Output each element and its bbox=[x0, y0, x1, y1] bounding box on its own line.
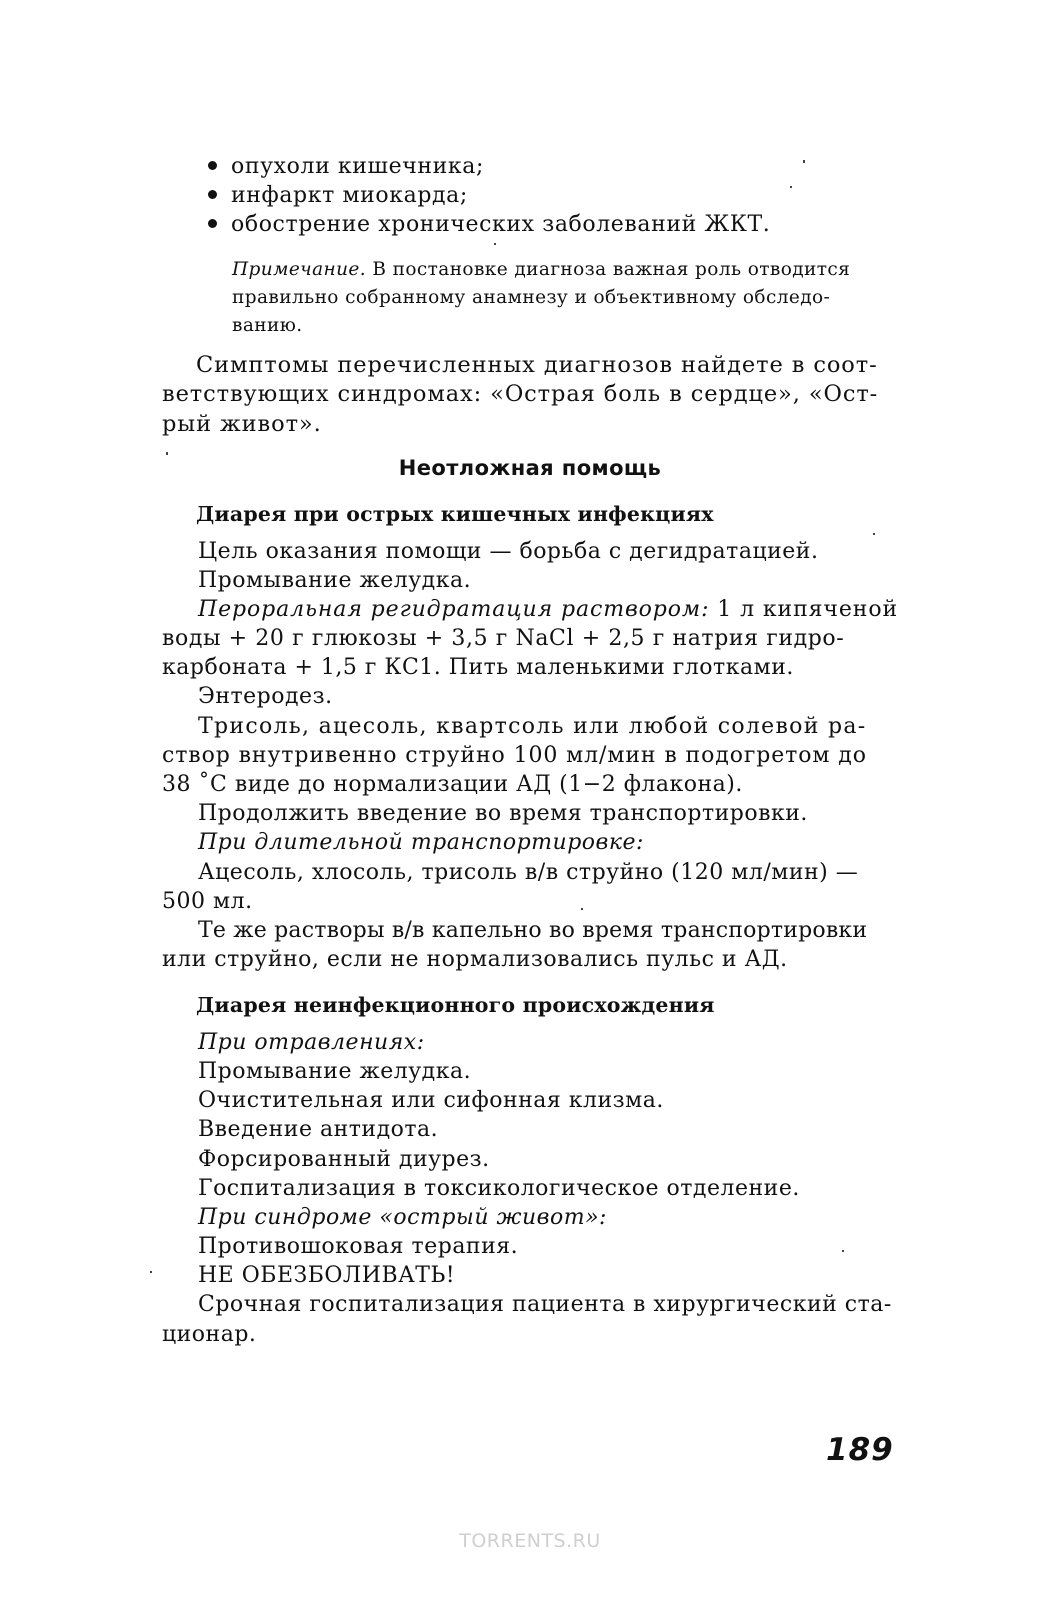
symptoms-paragraph-line: рый живот». bbox=[162, 411, 322, 437]
bullet-text: опухоли кишечника; bbox=[231, 154, 484, 179]
scan-speck bbox=[150, 1271, 152, 1273]
text-line: или струйно, если не нормализовались пульс и АД. bbox=[162, 947, 788, 972]
scan-speck bbox=[166, 452, 168, 455]
text-line: 500 мл. bbox=[162, 889, 253, 914]
text-line: Промывание желудка. bbox=[198, 1059, 472, 1084]
text-line: Очистительная или сифонная клизма. bbox=[198, 1088, 664, 1113]
text-line: Введение антидота. bbox=[198, 1117, 439, 1142]
text-line: ционар. bbox=[162, 1322, 257, 1347]
note-block bbox=[232, 256, 882, 340]
bullet-item bbox=[205, 210, 855, 239]
text-line: Те же растворы в/в капельно во время транспортировки bbox=[198, 918, 868, 943]
text-line: При длительной транспортировке: bbox=[198, 830, 644, 855]
text-line: Госпитализация в токсикологическое отделение. bbox=[198, 1176, 800, 1201]
text-line: При синдроме «острый живот»: bbox=[198, 1205, 607, 1230]
text-line: Цель оказания помощи — борьба с дегидратацией. bbox=[198, 539, 819, 564]
text-line: Продолжить введение во время транспортировки. bbox=[198, 801, 808, 826]
scan-speck bbox=[581, 908, 583, 910]
note-text: правильно собранному анамнезу и объективному обследо- bbox=[232, 287, 831, 308]
text-line: Форсированный диурез. bbox=[198, 1147, 490, 1172]
rehydration-label: Пероральная регидратация раствором: bbox=[198, 597, 710, 622]
text-line: Промывание желудка. bbox=[198, 568, 472, 593]
text-line: 38 ˚С виде до нормализации АД (1−2 флакона). bbox=[162, 772, 743, 797]
bullet-text: обострение хронических заболеваний ЖКТ. bbox=[231, 212, 771, 237]
note-text: В постановке диагноза важная роль отводится bbox=[372, 259, 851, 280]
text-line: Ацесоль, хлосоль, трисоль в/в струйно (120 мл/мин) — bbox=[198, 860, 859, 885]
text-line: створ внутривенно струйно 100 мл/мин в подогретом до bbox=[162, 743, 867, 768]
text-line: карбоната + 1,5 г КС1. Пить маленькими глотками. bbox=[162, 655, 794, 680]
bullet-list bbox=[205, 152, 855, 239]
bullet-dot-icon bbox=[208, 219, 217, 228]
subsection-heading: Диарея неинфекционного происхождения bbox=[196, 993, 715, 1017]
bullet-item bbox=[205, 181, 855, 210]
note-label: Примечание. bbox=[232, 259, 367, 280]
scan-speck bbox=[842, 1250, 844, 1252]
text-line: Трисоль, ацесоль, квартсоль или любой солевой ра- bbox=[198, 714, 867, 739]
scan-speck bbox=[790, 186, 792, 188]
text-line bbox=[198, 597, 898, 622]
rehydration-text: 1 л кипяченой bbox=[717, 597, 899, 622]
text-line: Противошоковая терапия. bbox=[198, 1234, 519, 1259]
scan-speck bbox=[873, 533, 875, 535]
section-title: Неотложная помощь bbox=[398, 456, 662, 480]
watermark: TORRENTS.RU bbox=[459, 1530, 601, 1552]
text-line: воды + 20 г глюкозы + 3,5 г NaCl + 2,5 г натрия гидро- bbox=[162, 626, 845, 651]
subsection-heading: Диарея при острых кишечных инфекциях bbox=[196, 502, 714, 526]
text-line: При отравлениях: bbox=[198, 1030, 425, 1055]
symptoms-paragraph-line: Симптомы перечисленных диагнозов найдете в соот- bbox=[196, 352, 878, 378]
scan-speck bbox=[494, 243, 496, 245]
bullet-item bbox=[205, 152, 855, 181]
page-number: 189 bbox=[826, 1432, 894, 1468]
text-line: Энтеродез. bbox=[198, 684, 333, 709]
text-line: Срочная госпитализация пациента в хирургический ста- bbox=[198, 1292, 892, 1317]
bullet-text: инфаркт миокарда; bbox=[231, 183, 468, 208]
text-line: НЕ ОБЕЗБОЛИВАТЬ! bbox=[198, 1263, 456, 1288]
note-text: ванию. bbox=[232, 315, 303, 336]
symptoms-paragraph-line: ветствующих синдромах: «Острая боль в сердце», «Ост- bbox=[162, 381, 879, 407]
scan-speck bbox=[803, 160, 805, 163]
bullet-dot-icon bbox=[208, 161, 217, 170]
bullet-dot-icon bbox=[208, 190, 217, 199]
